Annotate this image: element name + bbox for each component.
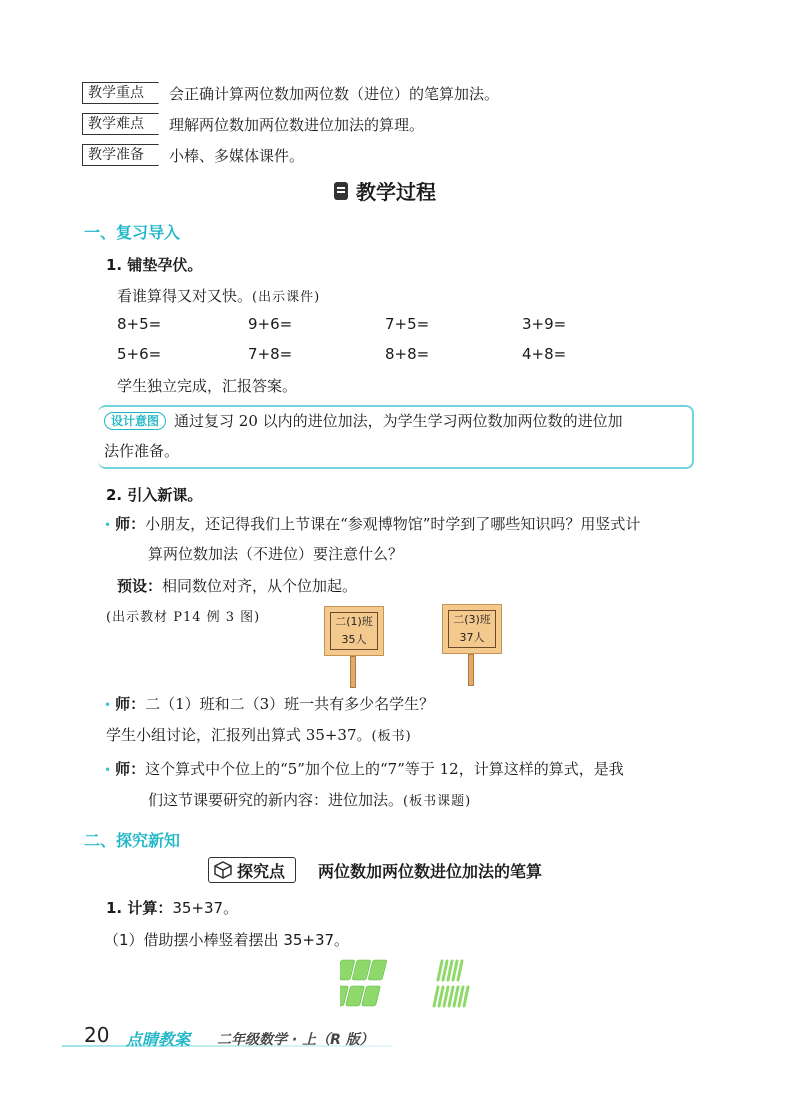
preset-label: 预设： bbox=[117, 577, 163, 595]
objective-tag: 教学重点 bbox=[82, 82, 159, 104]
objective-key-point bbox=[82, 82, 499, 104]
sign-count: 35人 bbox=[341, 633, 367, 646]
bullet-dot-icon: • bbox=[104, 698, 112, 712]
report-line: 学生独立完成，汇报答案。 bbox=[117, 377, 298, 395]
class-sign-1 bbox=[324, 606, 384, 690]
calc-value: 35+37。 bbox=[172, 899, 239, 917]
objective-text: 小棒、多媒体课件。 bbox=[169, 146, 305, 165]
design-intent-line2: 法作准备。 bbox=[104, 442, 180, 460]
problem: 8+5= bbox=[117, 315, 162, 333]
problem: 8+8= bbox=[385, 345, 430, 363]
sign-board bbox=[442, 604, 502, 654]
intro-text: 看谁算得又对又快。 bbox=[117, 287, 253, 305]
page-number: 20 bbox=[84, 1023, 110, 1047]
class-sign-2 bbox=[442, 604, 502, 688]
preset-text: 相同数位对齐，从个位加起。 bbox=[162, 577, 358, 595]
sticks-illustration bbox=[340, 956, 480, 1012]
teacher-label: 师： bbox=[115, 760, 146, 778]
objective-preparation bbox=[82, 144, 304, 166]
sign-pole bbox=[350, 656, 356, 688]
step-1: （1）借助摆小棒竖着摆出 35+37。 bbox=[104, 931, 350, 949]
sign-count: 37人 bbox=[459, 631, 485, 644]
subheading-warmup: 1. 铺垫孕伏。 bbox=[106, 256, 203, 274]
book-title: 二年级数学 · 上（R 版） bbox=[217, 1032, 374, 1048]
single-sticks-icon bbox=[434, 961, 468, 1006]
teacher-label: 师： bbox=[115, 515, 146, 533]
book-icon bbox=[332, 181, 350, 201]
sign-pole bbox=[468, 654, 474, 686]
cube-icon bbox=[213, 861, 233, 879]
intro-note: (出示课件) bbox=[252, 290, 321, 305]
teacher-text: 这个算式中个位上的“5”加个位上的“7”等于 12，计算这样的算式，是我 bbox=[145, 760, 624, 778]
teacher-text: 们这节课要研究的新内容：进位加法。 bbox=[148, 791, 404, 809]
brand-logo: 点睛教案 bbox=[126, 1030, 191, 1049]
problem: 9+6= bbox=[248, 315, 293, 333]
problem: 4+8= bbox=[522, 345, 567, 363]
design-intent-text: 通过复习 20 以内的进位加法，为学生学习两位数加两位数的进位加 bbox=[174, 412, 623, 430]
explore-title: 两位数加两位数进位加法的笔算 bbox=[318, 861, 543, 881]
problem: 7+8= bbox=[248, 345, 293, 363]
sign-class: 二(3)班 bbox=[453, 613, 491, 626]
intro-line bbox=[117, 285, 320, 306]
design-intent-line1 bbox=[104, 410, 623, 431]
problem: 7+5= bbox=[385, 315, 430, 333]
explore-point-heading bbox=[208, 857, 542, 883]
sign-board-inner bbox=[330, 612, 378, 650]
explore-tag-label: 探究点 bbox=[237, 861, 286, 881]
teacher-line-2 bbox=[104, 693, 434, 714]
process-title: 教学过程 bbox=[356, 180, 436, 204]
objective-tag: 教学准备 bbox=[82, 144, 159, 166]
preset-line bbox=[117, 575, 357, 596]
section-explore-title: 二、探究新知 bbox=[84, 831, 181, 850]
teacher-note: (板书课题) bbox=[403, 794, 472, 809]
teacher-text: 二（1）班和二（3）班一共有多少名学生？ bbox=[145, 695, 435, 713]
bullet-dot-icon: • bbox=[104, 763, 112, 777]
teacher-line-3 bbox=[104, 758, 624, 779]
calc-label: 1. 计算： bbox=[106, 899, 173, 917]
objective-text: 会正确计算两位数加两位数（进位）的笔算加法。 bbox=[169, 84, 500, 103]
sign-class: 二(1)班 bbox=[335, 615, 373, 628]
discuss-text: 学生小组讨论，汇报列出算式 35+37。 bbox=[106, 726, 372, 744]
subheading-new-lesson: 2. 引入新课。 bbox=[106, 486, 203, 504]
discuss-line bbox=[106, 724, 412, 745]
problem: 3+9= bbox=[522, 315, 567, 333]
objective-difficulty bbox=[82, 113, 424, 135]
sign-board-inner bbox=[448, 610, 496, 648]
objective-text: 理解两位数加两位数进位加法的算理。 bbox=[169, 115, 425, 134]
process-heading bbox=[332, 176, 436, 205]
show-note: (出示教材 P14 例 3 图) bbox=[106, 610, 261, 625]
teacher-text: 小朋友，还记得我们上节课在“参观博物馆”时学到了哪些知识吗？用竖式计 bbox=[145, 515, 641, 533]
explore-tag bbox=[208, 857, 296, 883]
design-intent-tag: 设计意图 bbox=[104, 412, 166, 430]
teacher-line-1-cont: 算两位数加法（不进位）要注意什么？ bbox=[148, 545, 404, 563]
section-review-title: 一、复习导入 bbox=[84, 223, 181, 242]
teacher-line-3-cont bbox=[148, 789, 471, 810]
teacher-line-1 bbox=[104, 513, 640, 534]
problem: 5+6= bbox=[117, 345, 162, 363]
bullet-dot-icon: • bbox=[104, 518, 112, 532]
calc-line bbox=[106, 897, 238, 918]
teacher-label: 师： bbox=[115, 695, 146, 713]
discuss-note: (板书) bbox=[371, 729, 412, 744]
sign-board bbox=[324, 606, 384, 656]
bundled-sticks-icon bbox=[340, 960, 387, 1006]
objective-tag: 教学难点 bbox=[82, 113, 159, 135]
